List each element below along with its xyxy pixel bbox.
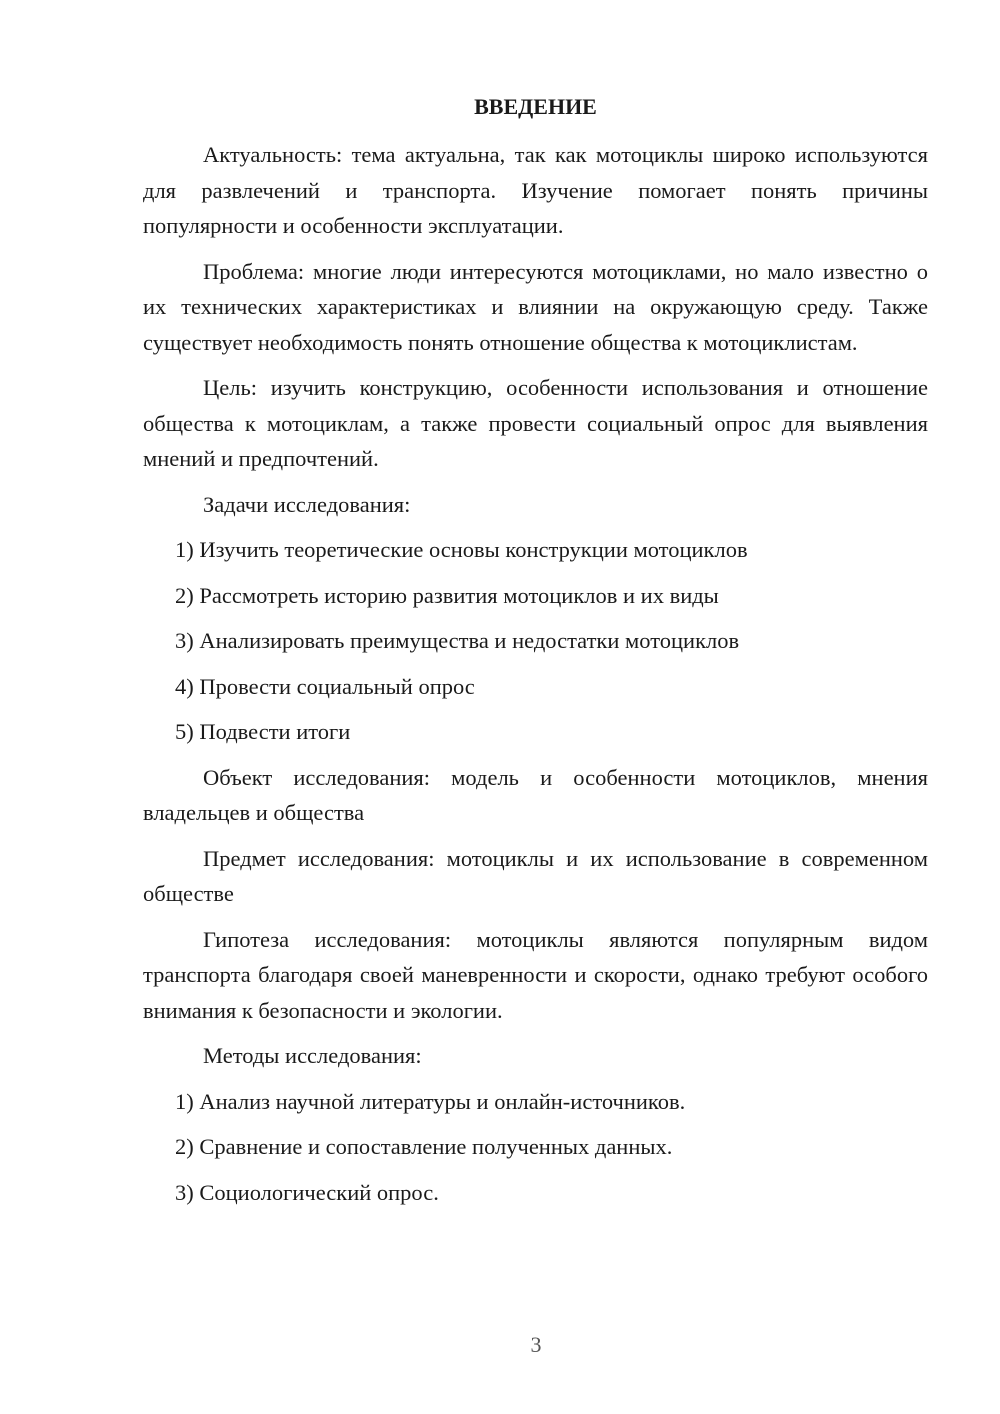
object-paragraph: Объект исследования: модель и особенности мотоциклов, мнения владельцев и общества bbox=[143, 764, 928, 825]
list-item: 3) Социологический опрос. bbox=[175, 1179, 439, 1205]
goal-paragraph: Цель: изучить конструкцию, особенности использования и отношение общества к мотоциклам, а также провести социальный опрос для выявления мнений и предпочтений. bbox=[143, 375, 928, 471]
list-item: 2) Сравнение и сопоставление полученных данных. bbox=[175, 1134, 673, 1159]
list-item: 1) Анализ научной литературы и онлайн-источников. bbox=[175, 1088, 686, 1114]
page-number: 3 bbox=[530, 1332, 542, 1357]
methods-list bbox=[143, 1084, 928, 1211]
tasks-list bbox=[143, 532, 928, 750]
page-title: ВВЕДЕНИЕ bbox=[474, 94, 597, 119]
list-item: 5) Подвести итоги bbox=[175, 719, 351, 744]
list-item: 1) Изучить теоретические основы конструкции мотоциклов bbox=[175, 537, 748, 562]
tasks-heading: Задачи исследования: bbox=[203, 491, 411, 517]
methods-heading: Методы исследования: bbox=[203, 1043, 422, 1068]
problem-paragraph: Проблема: многие люди интересуются мотоциклами, но мало известно о их технических характеристиках и влиянии на окружающую среду. Также существует необходимость понять отношение общества к мотоциклистам. bbox=[143, 258, 928, 355]
list-item: 3) Анализировать преимущества и недостатки мотоциклов bbox=[175, 628, 740, 653]
list-item: 4) Провести социальный опрос bbox=[175, 673, 475, 699]
hypothesis-paragraph: Гипотеза исследования: мотоциклы являются популярным видом транспорта благодаря своей маневренности и скорости, однако требуют особого внимания к безопасности и экологии. bbox=[143, 926, 928, 1023]
subject-paragraph: Предмет исследования: мотоциклы и их использование в современном обществе bbox=[143, 845, 928, 906]
list-item: 2) Рассмотреть историю развития мотоциклов и их виды bbox=[175, 582, 719, 608]
document-page bbox=[143, 92, 928, 1220]
relevance-paragraph: Актуальность: тема актуальна, так как мотоциклы широко используются для развлечений и транспорта. Изучение помогает понять причины популярности и особенности эксплуатации. bbox=[143, 142, 928, 238]
